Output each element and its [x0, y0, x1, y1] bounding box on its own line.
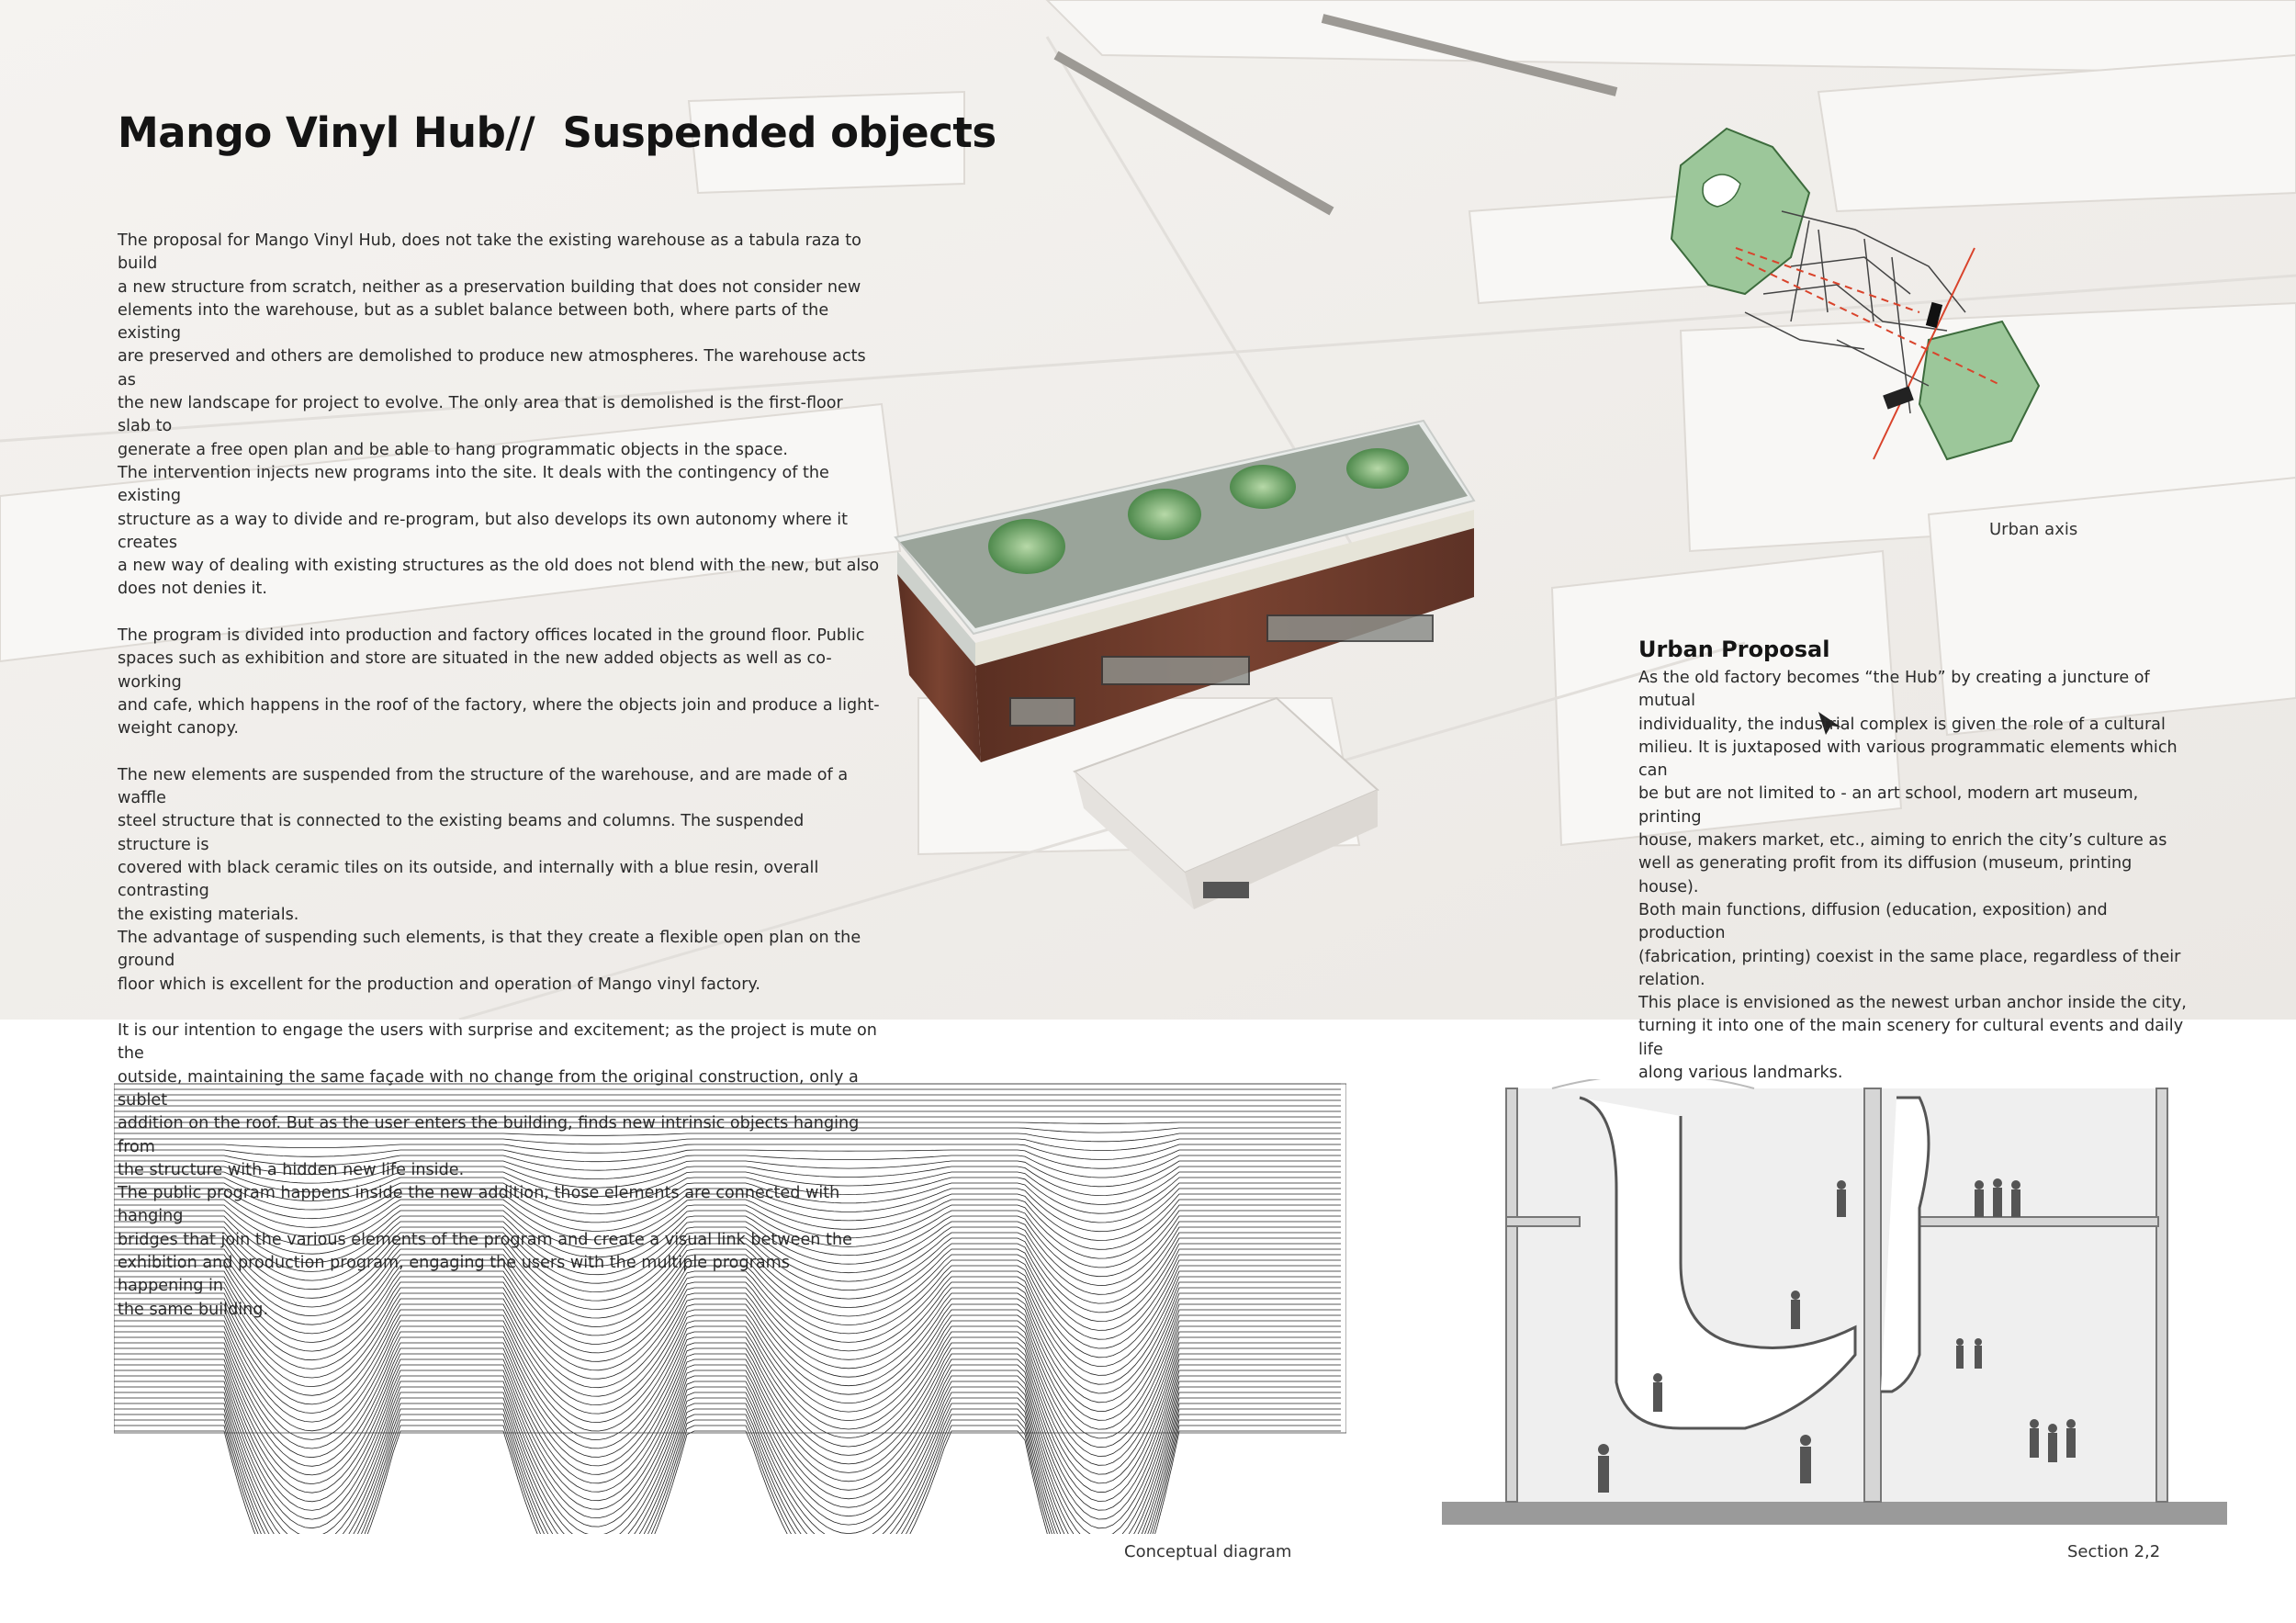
contour-line	[114, 1122, 1341, 1123]
description-paragraph: The new elements are suspended from the structure of the warehouse, and are made of a waffle steel structure that is connected to the existing beams and columns. The suspended structure is covered with black ceramic tiles on its outside, and internally with a blue resin, overall contrasting the existing materials. The advantage of suspending such elements, is that they create a flexible open plan on the ground floor which is excellent for the production and operation of Mango vinyl factory.	[118, 765, 861, 994]
contour-line	[114, 1133, 1341, 1142]
urban-axis-map	[1653, 110, 2076, 505]
page-title: Mango Vinyl Hub// Suspended objects	[118, 108, 996, 157]
contour-line	[114, 1150, 1341, 1168]
urban-proposal-heading: Urban Proposal	[1638, 637, 1830, 662]
contour-line	[114, 1194, 1341, 1241]
conceptual-diagram-caption: Conceptual diagram	[1124, 1542, 1292, 1561]
contour-line	[114, 1376, 1341, 1534]
contour-line	[114, 1271, 1341, 1367]
contour-line	[114, 1370, 1341, 1528]
contour-line	[114, 1359, 1341, 1510]
contour-line	[114, 1431, 1341, 1534]
contour-line	[114, 1211, 1341, 1268]
urban-axis-caption: Urban axis	[1989, 520, 2078, 539]
description-paragraph: It is our intention to engage the users with surprise and excitement; as the project is mute on the outside, maintaining the same façade with no change from the original construction, only a sublet addition on the roof. But as the user enters the building, finds new intrinsic objects hanging from the structure with a hidden new life inside. The public program happens inside the new addition, those elements are connected with hanging bridges that join the various elements of the program and create a visual link between the exhibition and production program, engaging the users with the multiple programs happening in the same building.	[118, 1021, 877, 1319]
section-ground-slab	[1442, 1502, 2227, 1525]
description-paragraph: The program is divided into production and factory offices located in the ground floor. Public spaces such as exhibition and store are situated in the new added objects as well as co-working and cafe, which happens in the roof of the factory, where the objects join and produce a light- weight canopy.	[118, 626, 880, 738]
diagram-frame	[114, 1084, 1346, 1433]
conceptual-diagram	[114, 1075, 1346, 1534]
contour-line	[114, 1304, 1341, 1420]
contour-line	[114, 1205, 1341, 1258]
urban-proposal-text: As the old factory becomes “the Hub” by creating a juncture of mutual individuality, the industrial complex is given the role of a cultural milieu. It is juxtaposed with various programmatic elements which can be but are not limited to - an art school, modern art museum, printing house, makers market, etc., aiming to enrich the city’s culture as well as generating profit from its diffusion (museum, printing house). Both main functions, diffusion (education, exposition) and production (fabrication, printing) coexist in the same place, regardless of their relation. This place is envisioned as the newest urban anchor inside the city, turning it into one of the main scenery for cultural events and daily life along various landmarks.	[1638, 669, 2187, 1083]
section-caption: Section 2,2	[2067, 1542, 2161, 1561]
contour-line	[114, 1128, 1341, 1133]
section-drawing	[1442, 1079, 2227, 1534]
contour-line	[114, 1227, 1341, 1294]
description-paragraph: The proposal for Mango Vinyl Hub, does not take the existing warehouse as a tabula raza to build a new structure from scratch, neither as a preservation building that does not consider new elements into the warehouse, but as a sublet balance between both, where parts of the existing are preserved and others are demolished to produce new atmospheres. The warehouse acts as the new landscape for project to evolve. The only area that is demolished is the first-floor slab to generate a free open plan and be able to hang programmatic objects in the space. The intervention injects new programs into the site. It deals with the contingency of the existing structure as a way to divide and re-program, but also develops its own autonomy where it creates a new way of dealing with existing structures as the old does not blend with the new, but also does not denies it.	[118, 231, 880, 599]
site-marker	[1926, 302, 1942, 328]
contour-line	[114, 1332, 1341, 1465]
contour-line	[114, 1200, 1341, 1249]
contour-line	[114, 1233, 1341, 1303]
section-vault	[1552, 1079, 1754, 1088]
contour-line	[114, 1326, 1341, 1457]
contour-line	[114, 1144, 1341, 1159]
contour-line	[114, 1409, 1341, 1534]
contour-line	[114, 1365, 1341, 1519]
